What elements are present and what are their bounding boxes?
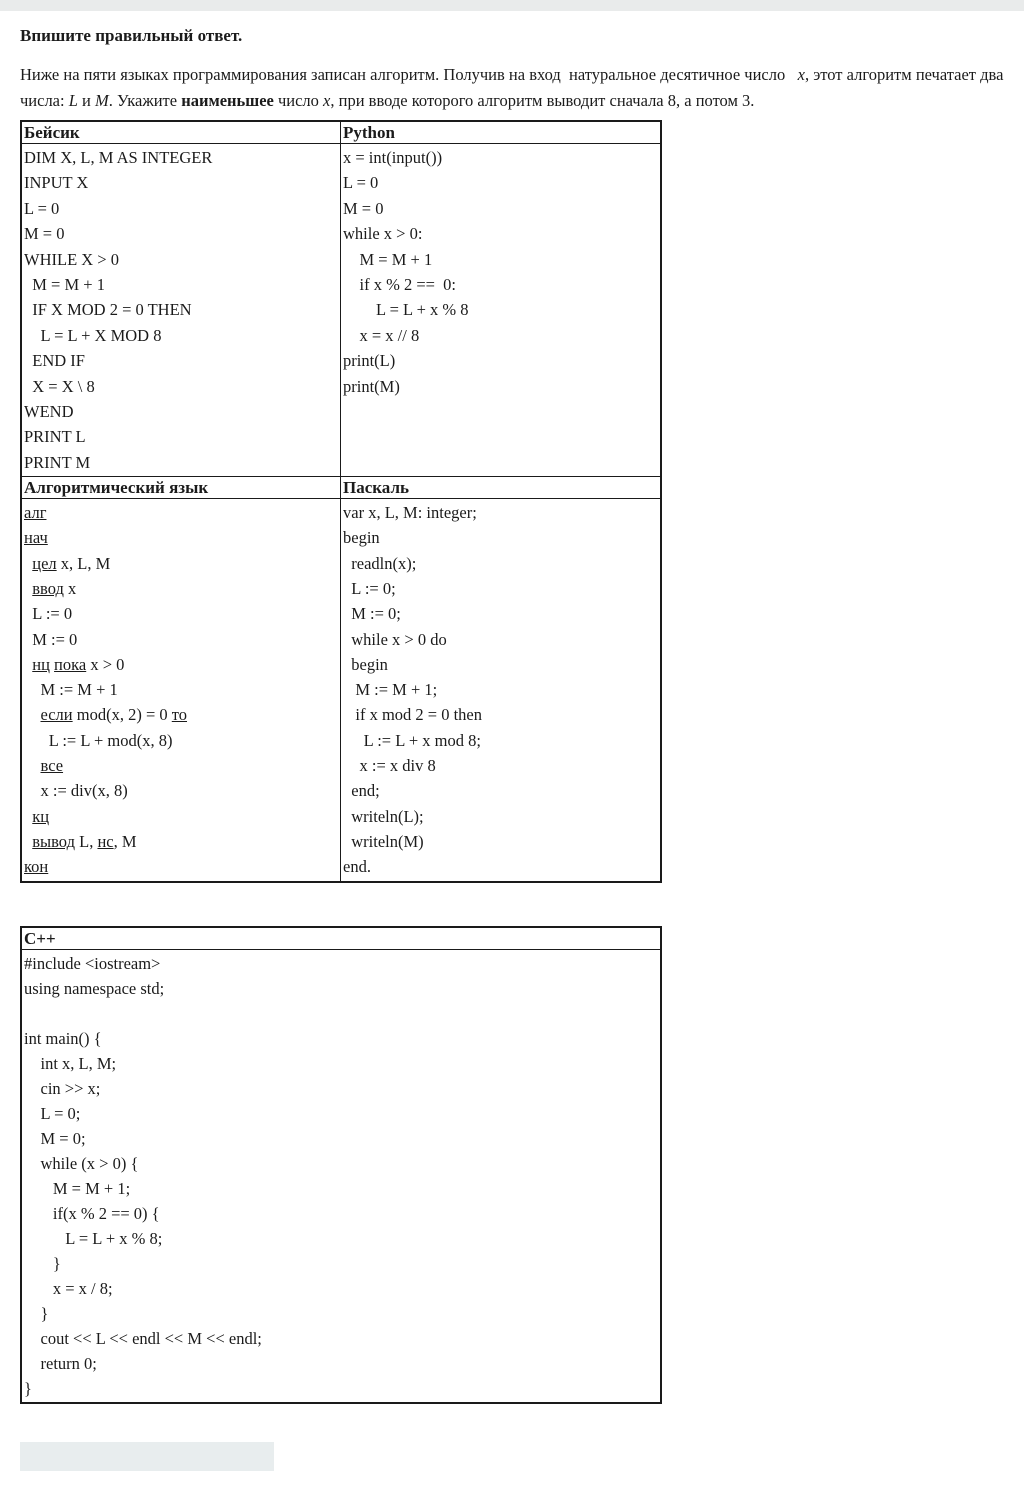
code-line: x := x div 8 (343, 756, 436, 776)
page-title: Впишите правильный ответ. (20, 26, 243, 45)
code-line: PRINT M (24, 452, 91, 472)
code-line: } (24, 1304, 49, 1323)
column-header-algo: Алгоритмический язык (22, 477, 341, 498)
code-line: if x mod 2 = 0 then (343, 705, 483, 725)
code-line: begin (343, 654, 388, 674)
code-line: цел x, L, M (32, 553, 111, 573)
code-line: L := 0 (24, 604, 73, 624)
code-line: все (40, 756, 64, 776)
code-line: begin (343, 528, 380, 548)
code-line: if x % 2 == 0: (343, 274, 457, 294)
code-line: L = L + X MOD 8 (24, 325, 162, 345)
code-line: если mod(x, 2) = 0 то (40, 705, 188, 725)
code-line: M = 0 (343, 198, 384, 218)
code-line: L = L + x % 8 (343, 300, 469, 320)
code-line: writeln(L); (343, 806, 424, 826)
code-line: int x, L, M; (24, 1054, 117, 1073)
code-line: WHILE X > 0 (24, 249, 119, 269)
top-bar (0, 0, 1024, 11)
code-line: кц (32, 806, 50, 826)
code-line: cout << L << endl << M << endl; (24, 1329, 262, 1348)
code-line: var x, L, M: integer; (343, 503, 477, 523)
code-line: print(M) (343, 376, 400, 396)
code-line: end. (343, 857, 371, 877)
code-line: } (24, 1254, 61, 1273)
code-line: } (24, 1379, 32, 1398)
code-line: M := M + 1; (343, 680, 438, 700)
code-line: readln(x); (343, 553, 417, 573)
column-header-pascal: Паскаль (343, 478, 409, 498)
table-code-row (22, 143, 660, 476)
code-line: end; (343, 781, 380, 801)
code-line: нц пока x > 0 (32, 654, 125, 674)
column-header-cpp: C++ (24, 929, 56, 948)
column-header-basic: Бейсик (22, 122, 341, 143)
code-line: L = L + x % 8; (24, 1229, 163, 1248)
code-line: return 0; (24, 1354, 97, 1373)
code-line: x = x // 8 (343, 325, 420, 345)
code-line: writeln(M) (343, 831, 424, 851)
code-line: M := 0 (24, 629, 78, 649)
code-line: cin >> x; (24, 1079, 101, 1098)
code-line: M = 0 (24, 224, 65, 244)
code-line: WEND (24, 401, 74, 421)
table-code-row (22, 498, 660, 880)
code-line: int main() { (24, 1029, 102, 1048)
code-line: while x > 0: (343, 224, 423, 244)
table-header-row (22, 122, 660, 143)
code-line: вывод L, нс, M (32, 831, 137, 851)
code-line: L = 0 (343, 173, 379, 193)
code-line: M := M + 1 (24, 680, 118, 700)
code-line: DIM X, L, M AS INTEGER (24, 148, 213, 167)
code-line: using namespace std; (24, 979, 165, 998)
code-line: if(x % 2 == 0) { (24, 1204, 160, 1223)
code-line: while x > 0 do (343, 629, 447, 649)
code-line: while (x > 0) { (24, 1154, 139, 1173)
code-line (24, 1001, 657, 1026)
table-code-row (22, 949, 660, 1402)
code-line: #include <iostream> (24, 954, 161, 973)
answer-input[interactable] (20, 1442, 274, 1471)
code-line: M = M + 1 (24, 274, 105, 294)
code-line: IF X MOD 2 = 0 THEN (24, 300, 192, 320)
table-header-row (22, 476, 660, 498)
code-table-cpp (20, 926, 662, 1404)
code-line: x := div(x, 8) (24, 781, 128, 801)
code-line: print(L) (343, 351, 396, 371)
algo-code-cell (22, 499, 341, 880)
basic-code-cell (22, 144, 341, 476)
code-line: алг (24, 503, 47, 523)
python-code-cell (341, 144, 660, 476)
code-line: кон (24, 857, 49, 877)
cpp-code-cell (22, 950, 660, 1402)
code-line: INPUT X (24, 173, 89, 193)
code-line: L := L + mod(x, 8) (24, 730, 173, 750)
code-line: L := 0; (343, 578, 396, 598)
code-line: нач (24, 528, 48, 548)
code-line: PRINT L (24, 427, 86, 447)
pascal-code-cell (341, 499, 660, 880)
code-line: L = 0 (24, 198, 60, 218)
code-line: L = 0; (24, 1104, 81, 1123)
code-line: M = M + 1 (343, 249, 433, 269)
table-header-row (22, 928, 660, 949)
code-table-main (20, 120, 662, 883)
code-line: END IF (24, 351, 85, 371)
code-line: X = X \ 8 (24, 376, 95, 396)
code-line: L := L + x mod 8; (343, 730, 481, 750)
column-header-python: Python (343, 123, 395, 142)
code-line: M := 0; (343, 604, 401, 624)
code-line: x = x / 8; (24, 1279, 113, 1298)
code-line: M = M + 1; (24, 1179, 131, 1198)
code-line: x = int(input()) (343, 148, 443, 167)
task-description: Ниже на пяти языках программирования записан алгоритм. Получив на вход натуральное десятичное число x, этот алгоритм печатает два числа: L и M. Укажите наименьшее число x, при вводе которого алгоритм выводит сначала 8, а потом 3. (20, 65, 1008, 110)
code-line: ввод x (32, 578, 77, 598)
code-line: M = 0; (24, 1129, 86, 1148)
